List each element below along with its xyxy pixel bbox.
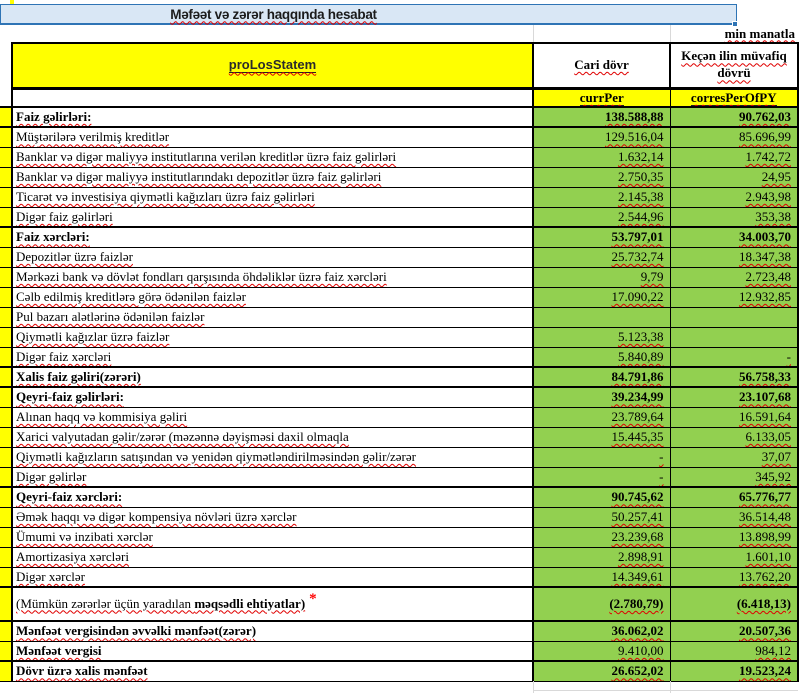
current-value-cell[interactable] xyxy=(533,447,670,467)
current-value-cell[interactable] xyxy=(533,287,670,307)
current-value: 5.123,38 xyxy=(618,329,664,344)
prior-value: 345,92 xyxy=(755,468,791,484)
prior-value-cell[interactable] xyxy=(670,447,798,467)
pnl-table xyxy=(0,42,799,682)
margin-strip xyxy=(0,467,12,487)
current-value: - xyxy=(659,468,664,484)
row-label: Mənfəət vergisindən əvvəlki mənfəət(zərər) xyxy=(16,623,257,639)
prior-value-cell[interactable] xyxy=(670,187,798,207)
row-label: Pul bazarı alətlərinə ödənilən faizlər xyxy=(16,309,205,324)
row-label: Mərkəzi bank və dövlət fondları qarşısında öhdəliklər üzrə faiz xərcləri xyxy=(16,269,387,284)
current-value: 2.898,91 xyxy=(618,549,664,564)
prior-value-cell[interactable] xyxy=(670,567,798,587)
prior-code: corresPerOfPY xyxy=(690,89,777,105)
current-value-cell[interactable] xyxy=(533,267,670,287)
row-label-cell[interactable] xyxy=(12,407,533,427)
margin-strip xyxy=(0,427,12,447)
current-value-cell[interactable] xyxy=(533,621,670,641)
prior-value: 353,38 xyxy=(755,208,791,224)
table-row xyxy=(0,621,798,641)
table-row xyxy=(0,247,798,267)
row-label-cell[interactable] xyxy=(12,287,533,307)
row-label-cell[interactable] xyxy=(12,107,533,127)
margin-strip xyxy=(0,147,12,167)
row-label-cell[interactable] xyxy=(12,227,533,247)
current-value-cell[interactable] xyxy=(533,347,670,367)
row-label: Əmək haqqı və digər kompensiya növləri üzrə xərclər xyxy=(16,509,297,524)
table-row xyxy=(0,447,798,467)
prior-value: 23.107,68 xyxy=(739,389,791,405)
current-value-cell[interactable] xyxy=(533,587,670,621)
row-label-cell[interactable] xyxy=(12,167,533,187)
current-value-cell[interactable] xyxy=(533,387,670,407)
prior-value: 13.762,20 xyxy=(739,568,791,584)
margin-strip xyxy=(0,43,12,88)
margin-strip xyxy=(0,587,12,621)
margin-strip xyxy=(0,387,12,407)
row-label: Müştərilərə verilmiş kreditlər xyxy=(16,129,170,145)
row-label: Cəlb edilmiş kreditlərə görə ödənilən faizlər xyxy=(16,289,246,304)
gridline xyxy=(533,681,534,693)
row-label: Faiz xərcləri: xyxy=(16,229,90,245)
current-period-header-cell[interactable] xyxy=(533,43,670,88)
current-value: 84.791,86 xyxy=(611,369,664,384)
margin-strip xyxy=(0,187,12,207)
prior-value-cell[interactable] xyxy=(670,327,798,347)
prior-value: 19.523,24 xyxy=(739,663,791,679)
current-value-cell[interactable] xyxy=(533,227,670,247)
margin-strip xyxy=(0,167,12,187)
current-value-cell[interactable] xyxy=(533,247,670,267)
prior-value: 34.003,70 xyxy=(739,229,791,245)
row-label-cell[interactable] xyxy=(12,347,533,367)
prior-value-cell[interactable] xyxy=(670,547,798,567)
prior-value: 18.347,38 xyxy=(739,249,791,264)
current-value-cell[interactable] xyxy=(533,147,670,167)
table-row xyxy=(0,307,798,327)
current-value: 23.239,68 xyxy=(611,529,664,544)
prior-value-cell[interactable] xyxy=(670,641,798,661)
prior-value: 13.898,99 xyxy=(739,529,791,544)
current-value-cell[interactable] xyxy=(533,187,670,207)
prior-value-cell[interactable] xyxy=(670,621,798,641)
row-label-cell[interactable] xyxy=(12,447,533,467)
gridline xyxy=(670,681,671,693)
current-value-cell[interactable] xyxy=(533,641,670,661)
row-label-cell[interactable] xyxy=(12,621,533,641)
row-label-cell[interactable] xyxy=(12,467,533,487)
header-row xyxy=(0,43,798,88)
row-label: Mənfəət vergisi xyxy=(16,642,102,658)
row-label-cell[interactable] xyxy=(12,427,533,447)
prior-value: 1.601,10 xyxy=(745,549,791,564)
table-row xyxy=(0,107,798,127)
current-value-cell[interactable] xyxy=(533,407,670,427)
current-value: 15.445,35 xyxy=(611,429,664,444)
prior-period-header: Keçən ilin müvafiq dövrü xyxy=(681,48,787,81)
prior-value: 2.943,98 xyxy=(745,189,791,204)
margin-strip xyxy=(0,267,12,287)
current-period-header: Cari dövr xyxy=(574,56,629,72)
current-value-cell[interactable] xyxy=(533,527,670,547)
table-row xyxy=(0,147,798,167)
prior-value: 36.514,48 xyxy=(739,509,791,524)
prior-value-cell[interactable] xyxy=(670,167,798,187)
prior-value-cell[interactable] xyxy=(670,267,798,287)
row-label: Digər faiz xərcləri xyxy=(16,348,112,364)
row-label-cell[interactable] xyxy=(12,327,533,347)
current-value: 2.750,35 xyxy=(618,169,664,184)
row-label-cell[interactable] xyxy=(12,267,533,287)
table-row xyxy=(0,567,798,587)
margin-strip xyxy=(0,307,12,327)
prior-value: 1.742,72 xyxy=(745,149,791,164)
prior-value: 2.723,48 xyxy=(745,269,791,284)
prior-value-cell[interactable] xyxy=(670,427,798,447)
unit-label: min manatla xyxy=(724,25,795,41)
margin-strip xyxy=(0,227,12,247)
row-label: Qeyri-faiz gəlirləri: xyxy=(16,389,124,405)
row-label: Depozitlər üzrə faizlər xyxy=(16,249,133,264)
table-row xyxy=(0,527,798,547)
row-label-cell[interactable] xyxy=(12,547,533,567)
empty-cell[interactable] xyxy=(12,88,533,107)
margin-strip xyxy=(0,327,12,347)
current-value: 26.652,02 xyxy=(611,663,664,679)
current-value-cell[interactable] xyxy=(533,167,670,187)
prior-value: 65.776,77 xyxy=(739,489,791,505)
current-value-cell[interactable] xyxy=(533,547,670,567)
table-row xyxy=(0,327,798,347)
row-label: Xarici valyutadan gəlir/zərər (məzənnə dəyişməsi daxil olmaqla xyxy=(16,429,349,444)
margin-strip xyxy=(0,287,12,307)
margin-strip xyxy=(0,247,12,267)
row-label-cell[interactable] xyxy=(12,487,533,507)
current-value: 50.257,41 xyxy=(611,509,664,524)
prior-value-cell[interactable] xyxy=(670,347,798,367)
current-value: 9.410,00 xyxy=(618,642,664,658)
report-title: Məfəət və zərər haqqında hesabat xyxy=(170,6,377,22)
table-row xyxy=(0,387,798,407)
prior-value-cell[interactable] xyxy=(670,487,798,507)
margin-strip xyxy=(0,621,12,641)
row-label-cell[interactable] xyxy=(12,641,533,661)
row-label: Xalis faiz gəliri(zərəri) xyxy=(16,369,141,384)
current-value: 2.544,96 xyxy=(618,208,664,224)
row-label: Digər faiz gəlirləri xyxy=(16,208,113,224)
row-label-cell[interactable] xyxy=(12,247,533,267)
prior-value: 90.762,03 xyxy=(739,109,791,124)
prior-value-cell[interactable] xyxy=(670,527,798,547)
current-value-cell[interactable] xyxy=(533,567,670,587)
margin-strip xyxy=(0,407,12,427)
provision-row xyxy=(0,587,798,621)
table-row xyxy=(0,187,798,207)
current-value: 14.349,61 xyxy=(611,568,664,584)
footnote-asterisk: * xyxy=(309,590,317,607)
prior-code-cell[interactable] xyxy=(670,88,798,107)
row-label: Alınan haqq və kommisiya gəliri xyxy=(16,409,188,424)
current-value: 9,79 xyxy=(640,269,664,284)
prior-value: 20.507,36 xyxy=(739,623,791,639)
gridline xyxy=(533,690,798,691)
row-label: Amortizasiya xərcləri xyxy=(16,549,129,564)
prior-value-cell[interactable] xyxy=(670,127,798,147)
prior-value-cell[interactable] xyxy=(670,507,798,527)
current-value-cell[interactable] xyxy=(533,487,670,507)
current-value-cell[interactable] xyxy=(533,307,670,327)
prior-value: 56.758,33 xyxy=(739,369,791,384)
prior-value: 6.133,05 xyxy=(745,429,791,444)
prior-value-cell[interactable] xyxy=(670,407,798,427)
current-value-cell[interactable] xyxy=(533,661,670,681)
margin-strip xyxy=(0,88,12,107)
prior-value: (6.418,13) xyxy=(736,596,791,611)
current-value: 53.797,01 xyxy=(611,229,664,245)
current-value-cell[interactable] xyxy=(533,327,670,347)
row-label: Banklar və digər maliyyə institutlarına verilən kreditlər üzrə faiz gəlirləri xyxy=(16,149,397,164)
current-value-cell[interactable] xyxy=(533,367,670,387)
table-row xyxy=(0,287,798,307)
prior-value-cell[interactable] xyxy=(670,587,798,621)
current-value: 2.145,38 xyxy=(618,189,664,204)
current-value: 1.632,14 xyxy=(618,149,664,164)
current-value: 25.732,74 xyxy=(611,249,664,264)
prior-value: 984,12 xyxy=(755,642,791,658)
code-row xyxy=(0,88,798,107)
prior-value: 24,95 xyxy=(761,169,791,184)
current-code: currPer xyxy=(579,89,624,105)
row-label: Dövr üzrə xalis mənfəət xyxy=(16,663,148,679)
current-value: 17.090,22 xyxy=(611,289,664,304)
unit-cell[interactable] xyxy=(0,25,798,42)
table-row xyxy=(0,547,798,567)
current-value: 23.789,64 xyxy=(611,409,664,424)
current-value: 138.588,88 xyxy=(605,109,664,124)
table-row xyxy=(0,207,798,227)
row-label: Banklar və digər maliyyə institutlarındakı depozitlər üzrə faiz gəlirləri xyxy=(16,169,382,184)
current-value-cell[interactable] xyxy=(533,127,670,147)
current-value-cell[interactable] xyxy=(533,507,670,527)
current-value-cell[interactable] xyxy=(533,467,670,487)
prior-value-cell[interactable] xyxy=(670,287,798,307)
row-label: Qiymətli kağızların satışından və yenidən qiymətləndirilməsindən gəlir/zərər xyxy=(16,449,416,464)
table-row xyxy=(0,427,798,447)
margin-strip xyxy=(0,127,12,147)
prior-period-header-cell[interactable] xyxy=(670,43,798,88)
report-title-cell[interactable] xyxy=(0,4,737,25)
label-header: proLosStatem xyxy=(228,57,317,73)
row-label-cell[interactable] xyxy=(12,387,533,407)
table-row xyxy=(0,641,798,661)
row-label: (Mümkün zərərlər üçün yaradılan xyxy=(16,595,195,611)
row-label: Faiz gəlirləri: xyxy=(16,109,92,124)
row-label: Digər xərclər xyxy=(16,568,85,584)
row-label-bold: məqsədli ehtiyatlar) xyxy=(194,595,306,611)
current-value-cell[interactable] xyxy=(533,107,670,127)
label-header-cell[interactable] xyxy=(12,43,533,88)
row-label-cell[interactable] xyxy=(12,507,533,527)
prior-value-cell[interactable] xyxy=(670,661,798,681)
table-row xyxy=(0,167,798,187)
table-row xyxy=(0,507,798,527)
table-row xyxy=(0,661,798,681)
prior-value-cell[interactable] xyxy=(670,387,798,407)
current-value: 39.234,99 xyxy=(611,389,664,405)
gridline xyxy=(533,25,534,42)
table-row xyxy=(0,267,798,287)
row-label-cell[interactable] xyxy=(12,587,533,621)
current-value-cell[interactable] xyxy=(533,207,670,227)
margin-strip xyxy=(0,661,12,681)
row-label-cell[interactable] xyxy=(12,187,533,207)
row-label-cell[interactable] xyxy=(12,661,533,681)
prior-value: - xyxy=(786,348,791,364)
current-value: 36.062,02 xyxy=(611,623,664,639)
prior-value: 37,07 xyxy=(761,449,791,464)
table-row xyxy=(0,367,798,387)
current-value-cell[interactable] xyxy=(533,427,670,447)
current-value: - xyxy=(659,449,664,464)
margin-strip xyxy=(0,567,12,587)
margin-strip xyxy=(0,641,12,661)
row-label: Ticarət və investisiya qiymətli kağızları üzrə faiz gəlirləri xyxy=(16,189,315,204)
prior-value-cell[interactable] xyxy=(670,207,798,227)
prior-value-cell[interactable] xyxy=(670,247,798,267)
prior-value: 12.932,85 xyxy=(739,289,791,304)
margin-strip xyxy=(0,547,12,567)
margin-strip xyxy=(0,487,12,507)
prior-value-cell[interactable] xyxy=(670,147,798,167)
row-label-cell[interactable] xyxy=(12,127,533,147)
prior-value: 16.591,64 xyxy=(739,409,791,424)
table-row xyxy=(0,407,798,427)
prior-value-cell[interactable] xyxy=(670,367,798,387)
table-row xyxy=(0,127,798,147)
row-label: Digər gəlirlər xyxy=(16,468,87,484)
row-label-cell[interactable] xyxy=(12,527,533,547)
table-row xyxy=(0,487,798,507)
table-row xyxy=(0,347,798,367)
margin-strip xyxy=(0,367,12,387)
row-label: Qiymətli kağızlar üzrə faizlər xyxy=(16,329,170,344)
margin-strip xyxy=(0,507,12,527)
prior-value-cell[interactable] xyxy=(670,227,798,247)
table-row xyxy=(0,467,798,487)
margin-strip xyxy=(0,107,12,127)
row-label-cell[interactable] xyxy=(12,307,533,327)
margin-strip xyxy=(0,207,12,227)
prior-value-cell[interactable] xyxy=(670,107,798,127)
current-value: 129.516,04 xyxy=(605,129,664,145)
current-value: 5.840,89 xyxy=(618,348,664,364)
prior-value: 85.696,99 xyxy=(739,129,791,145)
current-value: 90.745,62 xyxy=(611,489,664,505)
current-value: (2.780,79) xyxy=(609,596,664,611)
prior-value-cell[interactable] xyxy=(670,307,798,327)
row-label-cell[interactable] xyxy=(12,567,533,587)
prior-value-cell[interactable] xyxy=(670,467,798,487)
gridline xyxy=(670,25,671,42)
margin-strip xyxy=(0,527,12,547)
row-label: Qeyri-faiz xərcləri: xyxy=(16,489,123,505)
margin-strip xyxy=(0,347,12,367)
row-label: Ümumi və inzibati xərclər xyxy=(16,529,153,544)
table-row xyxy=(0,227,798,247)
row-label-cell[interactable] xyxy=(12,207,533,227)
row-label-cell[interactable] xyxy=(12,147,533,167)
margin-strip xyxy=(0,447,12,467)
row-label-cell[interactable] xyxy=(12,367,533,387)
current-code-cell[interactable] xyxy=(533,88,670,107)
